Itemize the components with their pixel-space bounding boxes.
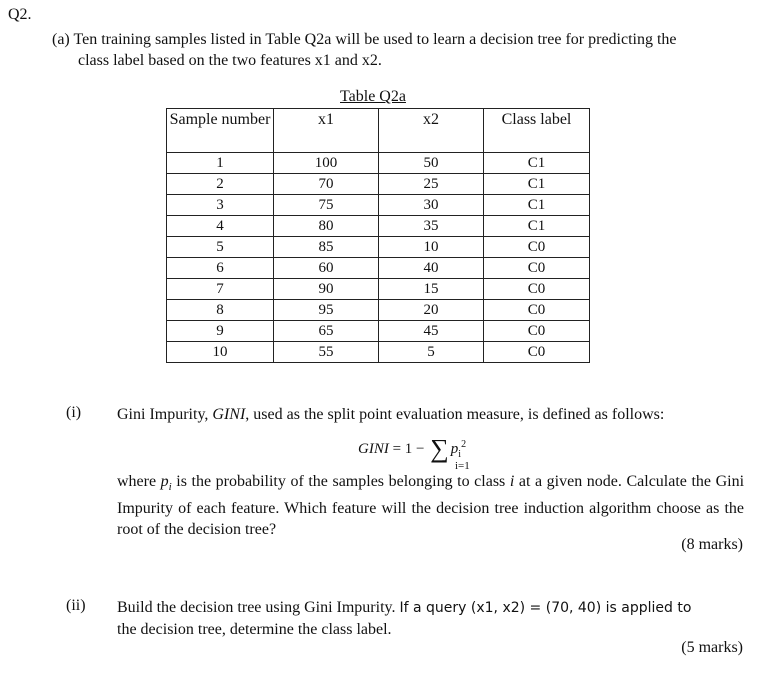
- cell-x2: 15: [379, 279, 484, 300]
- cell-class: C0: [484, 300, 590, 321]
- table-row: [167, 279, 590, 300]
- part-a-text: [52, 29, 677, 71]
- sigma-symbol: ∑: [430, 434, 449, 463]
- cell-class: C0: [484, 342, 590, 363]
- cell-x2: 25: [379, 174, 484, 195]
- table-body: [167, 153, 590, 363]
- cell-class: C1: [484, 195, 590, 216]
- cell-x2: 20: [379, 300, 484, 321]
- cell-x2: 5: [379, 342, 484, 363]
- header-x2: x2: [379, 109, 484, 153]
- cell-sample: 4: [167, 216, 274, 237]
- cell-x1: 95: [274, 300, 379, 321]
- table-caption: Table Q2a: [340, 88, 406, 105]
- cell-x2: 10: [379, 237, 484, 258]
- header-class-label: Class label: [484, 109, 590, 153]
- cell-x1: 75: [274, 195, 379, 216]
- table-row: [167, 342, 590, 363]
- query-text: If a query (x1, x2) = (70, 40) is applied to: [399, 600, 692, 616]
- header-x1: x1: [274, 109, 379, 153]
- cell-x1: 100: [274, 153, 379, 174]
- cell-x1: 70: [274, 174, 379, 195]
- cell-x2: 40: [379, 258, 484, 279]
- part-a-line-2: class label based on the two features x1 and x2.: [78, 52, 382, 69]
- table-row: [167, 258, 590, 279]
- cell-sample: 6: [167, 258, 274, 279]
- data-table: [166, 108, 590, 363]
- cell-sample: 8: [167, 300, 274, 321]
- gini-term: GINI: [212, 406, 246, 423]
- table-row: [167, 216, 590, 237]
- cell-x1: 90: [274, 279, 379, 300]
- cell-x1: 80: [274, 216, 379, 237]
- cell-x1: 55: [274, 342, 379, 363]
- header-sample-number: Sample number: [167, 109, 274, 153]
- table-row: [167, 321, 590, 342]
- part-i-intro: Gini Impurity, GINI, used as the split point evaluation measure, is defined as follows:: [117, 406, 665, 423]
- cell-x1: 60: [274, 258, 379, 279]
- cell-sample: 3: [167, 195, 274, 216]
- table-header-row: [167, 109, 590, 153]
- gini-formula: GINI = 1 − ∑ $p_i^2$: [358, 434, 467, 463]
- cell-x2: 35: [379, 216, 484, 237]
- cell-x2: 45: [379, 321, 484, 342]
- part-ii-marks: (5 marks): [681, 639, 743, 656]
- cell-sample: 5: [167, 237, 274, 258]
- cell-class: C0: [484, 237, 590, 258]
- table-row: [167, 300, 590, 321]
- cell-sample: 1: [167, 153, 274, 174]
- part-a-line-1: (a) Ten training samples listed in Table Q2a will be used to learn a decision tree for predicting the: [52, 31, 677, 48]
- cell-sample: 10: [167, 342, 274, 363]
- cell-x1: 85: [274, 237, 379, 258]
- cell-class: C1: [484, 174, 590, 195]
- cell-class: C0: [484, 279, 590, 300]
- sum-index: i=1: [455, 460, 470, 472]
- part-i-label: (i): [66, 404, 82, 421]
- part-i-marks: (8 marks): [681, 536, 743, 553]
- cell-sample: 7: [167, 279, 274, 300]
- part-ii-label: (ii): [66, 597, 86, 614]
- question-number: Q2.: [8, 6, 32, 23]
- cell-x2: 30: [379, 195, 484, 216]
- table-row: [167, 195, 590, 216]
- table-row: [167, 174, 590, 195]
- table-row: [167, 153, 590, 174]
- cell-class: C1: [484, 153, 590, 174]
- cell-x2: 50: [379, 153, 484, 174]
- cell-sample: 9: [167, 321, 274, 342]
- cell-x1: 65: [274, 321, 379, 342]
- table-row: [167, 237, 590, 258]
- part-i-body: where $p_i$ is the probability of the samples belonging to class i at a given node. Calculate the Gini Impurity of each feature. Which feature will the decision tree induction algorithm choose as the root of the decision tree?: [117, 473, 745, 539]
- part-ii-text: Build the decision tree using Gini Impurity. If a query (x1, x2) = (70, 40) is applied to the decision tree, determine the class label.: [117, 599, 692, 638]
- cell-sample: 2: [167, 174, 274, 195]
- cell-class: C0: [484, 321, 590, 342]
- cell-class: C1: [484, 216, 590, 237]
- cell-class: C0: [484, 258, 590, 279]
